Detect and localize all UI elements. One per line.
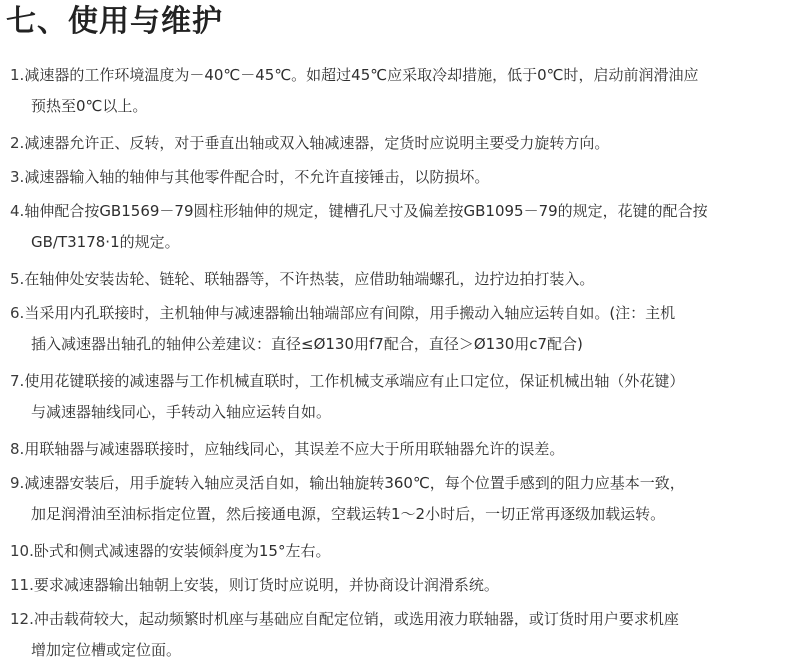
item-continuation: 预热至0℃以上。 xyxy=(31,97,148,115)
list-item-8 xyxy=(10,434,792,465)
item-text: 轴伸配合按GB1569－79圆柱形轴伸的规定，键槽孔尺寸及偏差按GB1095－79的规定，花键的配合按 xyxy=(24,202,708,220)
item-text: 当采用内孔联接时，主机轴伸与减速器输出轴端部应有间隙，用手搬动入轴应运转自如。(注：主机 xyxy=(24,304,676,322)
item-line-1 xyxy=(10,434,792,465)
item-line-1 xyxy=(10,468,792,499)
item-text: 卧式和侧式减速器的安装倾斜度为15°左右。 xyxy=(33,542,331,560)
list-item-6 xyxy=(10,298,792,360)
item-line-1 xyxy=(10,162,792,193)
item-line-1 xyxy=(10,128,792,159)
item-line-1 xyxy=(10,60,792,91)
item-text: 减速器的工作环境温度为－40℃－45℃。如超过45℃应采取冷却措施，低于0℃时，启动前润滑油应 xyxy=(24,66,699,84)
item-number: 6. xyxy=(10,304,25,322)
list-item-5 xyxy=(10,264,792,295)
item-number: 3. xyxy=(10,168,25,186)
item-text: 减速器安装后，用手旋转入轴应灵活自如，输出轴旋转360℃，每个位置手感到的阻力应基本一致， xyxy=(24,474,685,492)
item-continuation: GB/T3178·1的规定。 xyxy=(31,233,180,251)
item-number: 2. xyxy=(10,134,25,152)
item-text: 使用花键联接的减速器与工作机械直联时，工作机械支承端应有止口定位，保证机械出轴（外花键） xyxy=(24,372,685,390)
item-line-1 xyxy=(10,570,792,601)
item-text: 用联轴器与减速器联接时，应轴线同心，其误差不应大于所用联轴器允许的误差。 xyxy=(24,440,565,458)
list-item-10 xyxy=(10,536,792,567)
item-number: 8. xyxy=(10,440,25,458)
item-text: 要求减速器输出轴朝上安装，则订货时应说明，并协商设计润滑系统。 xyxy=(33,576,499,594)
list-item-3 xyxy=(10,162,792,193)
item-number: 4. xyxy=(10,202,25,220)
item-text: 减速器允许正、反转，对于垂直出轴或双入轴减速器，定货时应说明主要受力旋转方向。 xyxy=(24,134,610,152)
item-text: 冲击载荷较大，起动频繁时机座与基础应自配定位销，或选用液力联轴器，或订货时用户要求机座 xyxy=(33,610,679,628)
item-number: 9. xyxy=(10,474,25,492)
item-line-1 xyxy=(10,298,792,329)
list-item-9 xyxy=(10,468,792,530)
item-continuation: 加足润滑油至油标指定位置，然后接通电源，空载运转1～2小时后，一切正常再逐级加载运转。 xyxy=(31,505,666,523)
item-number: 7. xyxy=(10,372,25,390)
section-title: 七、使用与维护 xyxy=(6,4,223,39)
item-number: 5. xyxy=(10,270,25,288)
list-item-2 xyxy=(10,128,792,159)
item-text: 在轴伸处安装齿轮、链轮、联轴器等，不许热装，应借助轴端螺孔，边拧边拍打装入。 xyxy=(24,270,595,288)
item-number: 11. xyxy=(10,576,34,594)
item-continuation: 增加定位槽或定位面。 xyxy=(31,641,182,659)
item-text: 减速器输入轴的轴伸与其他零件配合时，不允许直接锤击，以防损坏。 xyxy=(24,168,490,186)
item-line-1 xyxy=(10,366,792,397)
list-item-4 xyxy=(10,196,792,258)
item-number: 1. xyxy=(10,66,25,84)
list-item-1 xyxy=(10,60,792,122)
item-line-1 xyxy=(10,604,792,635)
list-item-12 xyxy=(10,604,792,666)
item-continuation: 插入减速器出轴孔的轴伸公差建议：直径≤Ø130用f7配合，直径＞Ø130用c7配合) xyxy=(31,335,583,353)
list-item-7 xyxy=(10,366,792,428)
item-line-1 xyxy=(10,536,792,567)
item-number: 12. xyxy=(10,610,34,628)
item-line-1 xyxy=(10,264,792,295)
item-line-1 xyxy=(10,196,792,227)
item-continuation: 与减速器轴线同心，手转动入轴应运转自如。 xyxy=(31,403,332,421)
list-item-11 xyxy=(10,570,792,601)
item-number: 10. xyxy=(10,542,34,560)
